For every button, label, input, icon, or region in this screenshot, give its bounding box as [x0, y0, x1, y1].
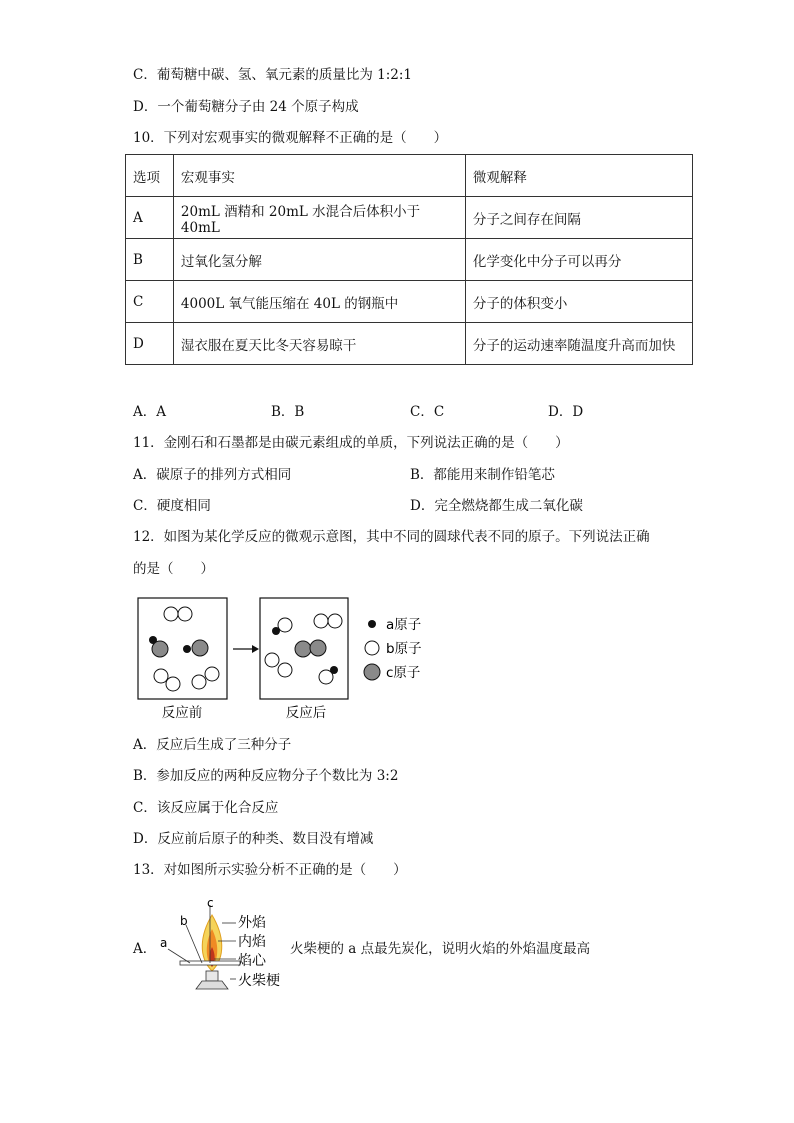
- table-row: [126, 281, 693, 323]
- table-row: [126, 239, 693, 281]
- q10-option-b: B．B: [271, 404, 305, 420]
- table-cell: 分子的运动速率随温度升高而加快: [465, 323, 692, 365]
- q11-option-c: C．硬度相同: [133, 498, 211, 514]
- q11-stem: 11．金刚石和石墨都是由碳元素组成的单质，下列说法正确的是（ ）: [133, 435, 569, 451]
- header-macro-fact: 宏观事实: [173, 155, 465, 197]
- table-cell: A: [126, 197, 174, 239]
- legend-a-label: a原子: [386, 617, 422, 633]
- q11-option-d: D．完全燃烧都生成二氧化碳: [410, 498, 583, 514]
- table-cell: 4000L 氧气能压缩在 40L 的钢瓶中: [173, 281, 465, 323]
- b-atom: [328, 614, 342, 628]
- a-atom: [183, 645, 191, 653]
- table-cell: 20mL 酒精和 20mL 水混合后体积小于 40mL: [173, 197, 465, 239]
- b-atom: [192, 675, 206, 689]
- q10-option-c: C．C: [410, 404, 445, 420]
- q12-stem-line1: 12．如图为某化学反应的微观示意图，其中不同的圆球代表不同的原子。下列说法正确: [133, 529, 650, 545]
- table-header-row: [126, 155, 693, 197]
- q9-option-d: D．一个葡萄糖分子由 24 个原子构成: [133, 99, 359, 115]
- c-atom: [192, 640, 208, 656]
- flame-core-label: 焰心: [238, 953, 266, 969]
- table-cell: C: [126, 281, 174, 323]
- burner-icon: [206, 971, 218, 981]
- pointer-line: [168, 949, 190, 963]
- after-label: 反应后: [285, 705, 327, 721]
- before-label: 反应前: [161, 705, 203, 721]
- reaction-diagram: [130, 592, 450, 727]
- header-option: 选项: [126, 155, 174, 197]
- q12-option-c: C．该反应属于化合反应: [133, 800, 279, 816]
- arrow-head: [252, 645, 259, 653]
- match-stick-label: 火柴梗: [238, 973, 280, 989]
- b-atom: [154, 669, 168, 683]
- label-a: a: [160, 936, 168, 950]
- legend-a-marker: [368, 620, 376, 628]
- q10-table: [125, 154, 693, 365]
- flame-figure: [150, 893, 290, 1003]
- b-atom: [164, 607, 178, 621]
- q13-option-a-prefix: A．: [133, 941, 157, 957]
- c-atom: [152, 641, 168, 657]
- q11-option-a: A．碳原子的排列方式相同: [133, 467, 292, 483]
- table-cell: B: [126, 239, 174, 281]
- q11-option-b: B．都能用来制作铅笔芯: [410, 467, 555, 483]
- inner-flame-label: 内焰: [238, 934, 266, 950]
- b-atom: [166, 677, 180, 691]
- b-atom: [205, 667, 219, 681]
- b-atom: [314, 614, 328, 628]
- table-row: [126, 323, 693, 365]
- q13-option-a-text: 火柴梗的 a 点最先炭化，说明火焰的外焰温度最高: [290, 941, 591, 957]
- b-atom: [265, 653, 279, 667]
- pointer-line: [186, 925, 202, 963]
- q10-option-a: A．A: [133, 404, 166, 420]
- table-cell: D: [126, 323, 174, 365]
- q12-option-b: B．参加反应的两种反应物分子个数比为 3:2: [133, 768, 399, 784]
- legend-b-marker: [365, 641, 379, 655]
- c-atom: [295, 641, 311, 657]
- a-atom: [330, 666, 338, 674]
- burner-base-icon: [196, 981, 228, 989]
- q10-stem: 10．下列对宏观事实的微观解释不正确的是（ ）: [133, 130, 448, 146]
- table-cell: 分子之间存在间隔: [465, 197, 692, 239]
- a-atom: [272, 627, 280, 635]
- q12-option-d: D．反应前后原子的种类、数目没有增减: [133, 831, 374, 847]
- legend-c-marker: [364, 664, 380, 680]
- table-cell: 过氧化氢分解: [173, 239, 465, 281]
- table-cell: 湿衣服在夏天比冬天容易晾干: [173, 323, 465, 365]
- b-atom: [178, 607, 192, 621]
- label-c: c: [207, 896, 214, 910]
- table-cell: 分子的体积变小: [465, 281, 692, 323]
- table-cell: 化学变化中分子可以再分: [465, 239, 692, 281]
- b-atom: [278, 663, 292, 677]
- table-row: [126, 197, 693, 239]
- outer-flame-label: 外焰: [238, 915, 266, 931]
- q10-option-d: D．D: [548, 404, 584, 420]
- legend-b-label: b原子: [386, 641, 422, 657]
- legend-c-label: c原子: [386, 665, 421, 681]
- q9-option-c: C．葡萄糖中碳、氢、氧元素的质量比为 1:2:1: [133, 67, 412, 83]
- b-atom: [278, 618, 292, 632]
- label-b: b: [180, 914, 188, 928]
- q13-stem: 13．对如图所示实验分析不正确的是（ ）: [133, 862, 407, 878]
- c-atom: [310, 640, 326, 656]
- q12-option-a: A．反应后生成了三种分子: [133, 737, 292, 753]
- header-micro-explanation: 微观解释: [465, 155, 692, 197]
- q12-stem-line2: 的是（ ）: [133, 561, 214, 577]
